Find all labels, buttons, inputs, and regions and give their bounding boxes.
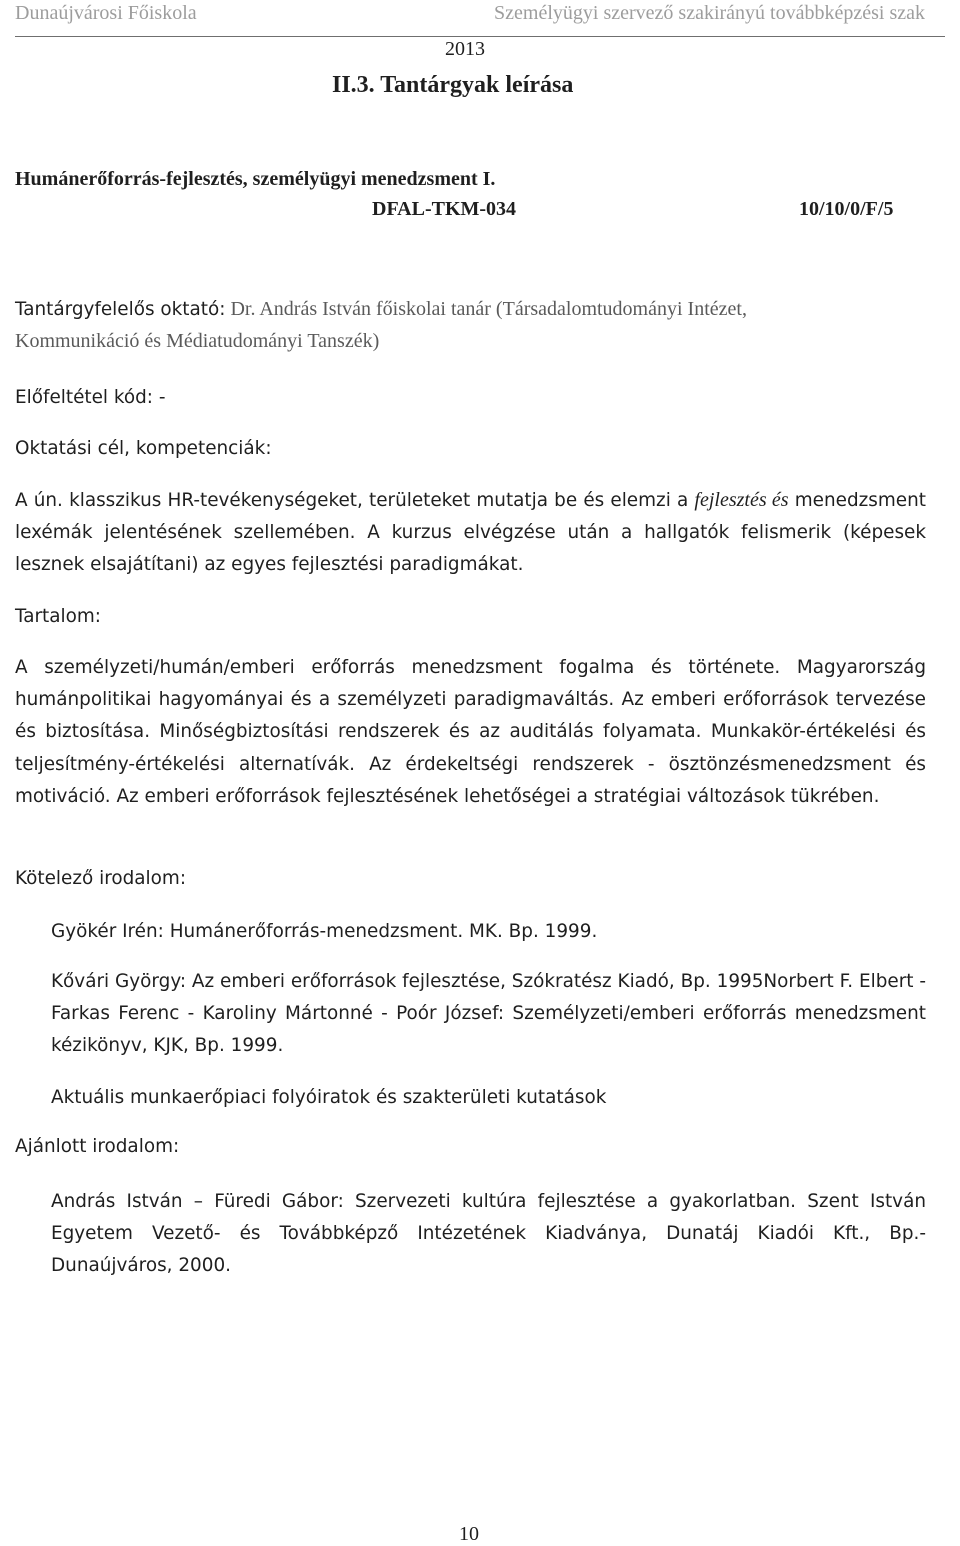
goals-text <box>15 484 926 582</box>
prereq-label: Előfeltétel kód: - <box>15 387 166 408</box>
course-code: DFAL-TKM-034 <box>372 198 517 220</box>
instructor-label: Tantárgyfelelős oktató: <box>15 299 226 320</box>
recommended-reading-label: Ajánlott irodalom: <box>15 1136 180 1157</box>
header-rule <box>15 36 945 37</box>
page-header <box>15 0 945 60</box>
instructor-line <box>15 298 935 321</box>
goals-text-part2: menedzsment lexémák jelentésének szellemében. A kurzus elvégzése után a hallgatók felismerik (képesek lesznek elsajátítani) az egyes fejlesztési paradigmákat. <box>15 490 926 576</box>
instructor-text-1: Dr. András István főiskolai tanár (Társadalomtudományi Intézet, <box>225 298 747 320</box>
required-reading-item: Gyökér Irén: Humánerőforrás-menedzsment. MK. Bp. 1999. <box>51 921 598 942</box>
required-reading-label: Kötelező irodalom: <box>15 868 187 889</box>
header-institution: Dunaújvárosi Főiskola <box>15 2 197 24</box>
course-name: Humánerőforrás-fejlesztés, személyügyi menedzsment I. <box>15 168 496 190</box>
course-hours-code: 10/10/0/F/5 <box>799 198 894 220</box>
header-year: 2013 <box>445 38 485 60</box>
goals-label: Oktatási cél, kompetenciák: <box>15 438 272 459</box>
goals-text-part1: A ún. klasszikus HR-tevékenységeket, területeket mutatja be és elemzi a <box>15 490 695 511</box>
content-text: A személyzeti/humán/emberi erőforrás menedzsment fogalma és története. Magyarország humánpolitikai hagyományai és a személyzeti paradigmaváltás. Az emberi erőforrások tervezése és biztosítása. Minőségbiztosítási rendszerek és az auditálás folyamata. Munkakör-értékelési és teljesítmény-értékelési alternatívák. Az érdekeltségi rendszerek - ösztönzésmenedzsment és motiváció. Az emberi erőforrások fejlesztésének lehetőségei a stratégiai változások tükrében. <box>15 657 926 807</box>
recommended-reading-item: András István – Füredi Gábor: Szervezeti kultúra fejlesztése a gyakorlatban. Szent István Egyetem Vezető- és Továbbképző Intézetének Kiadványa, Dunatáj Kiadói Kft., Bp.- Dunaújváros, 2000. <box>51 1191 926 1277</box>
content-label: Tartalom: <box>15 606 101 627</box>
instructor-text-2: Kommunikáció és Médiatudományi Tanszék) <box>15 330 380 352</box>
section-title: II.3. Tantárgyak leírása <box>332 72 574 98</box>
page-number: 10 <box>459 1523 479 1545</box>
header-program: Személyügyi szervező szakirányú továbbképzési szak <box>494 2 925 24</box>
required-reading-item: Aktuális munkaerőpiaci folyóiratok és szakterületi kutatások <box>51 1087 607 1108</box>
goals-text-italic: fejlesztés és <box>694 489 789 511</box>
required-reading-item: Kővári György: Az emberi erőforrások fejlesztése, Szókratész Kiadó, Bp. 1995Norbert F. Elbert - Farkas Ferenc - Karoliny Mártonné - Poór József: Személyzeti/emberi erőforrás menedzsment kézikönyv, KJK, Bp. 1999. <box>51 971 926 1057</box>
